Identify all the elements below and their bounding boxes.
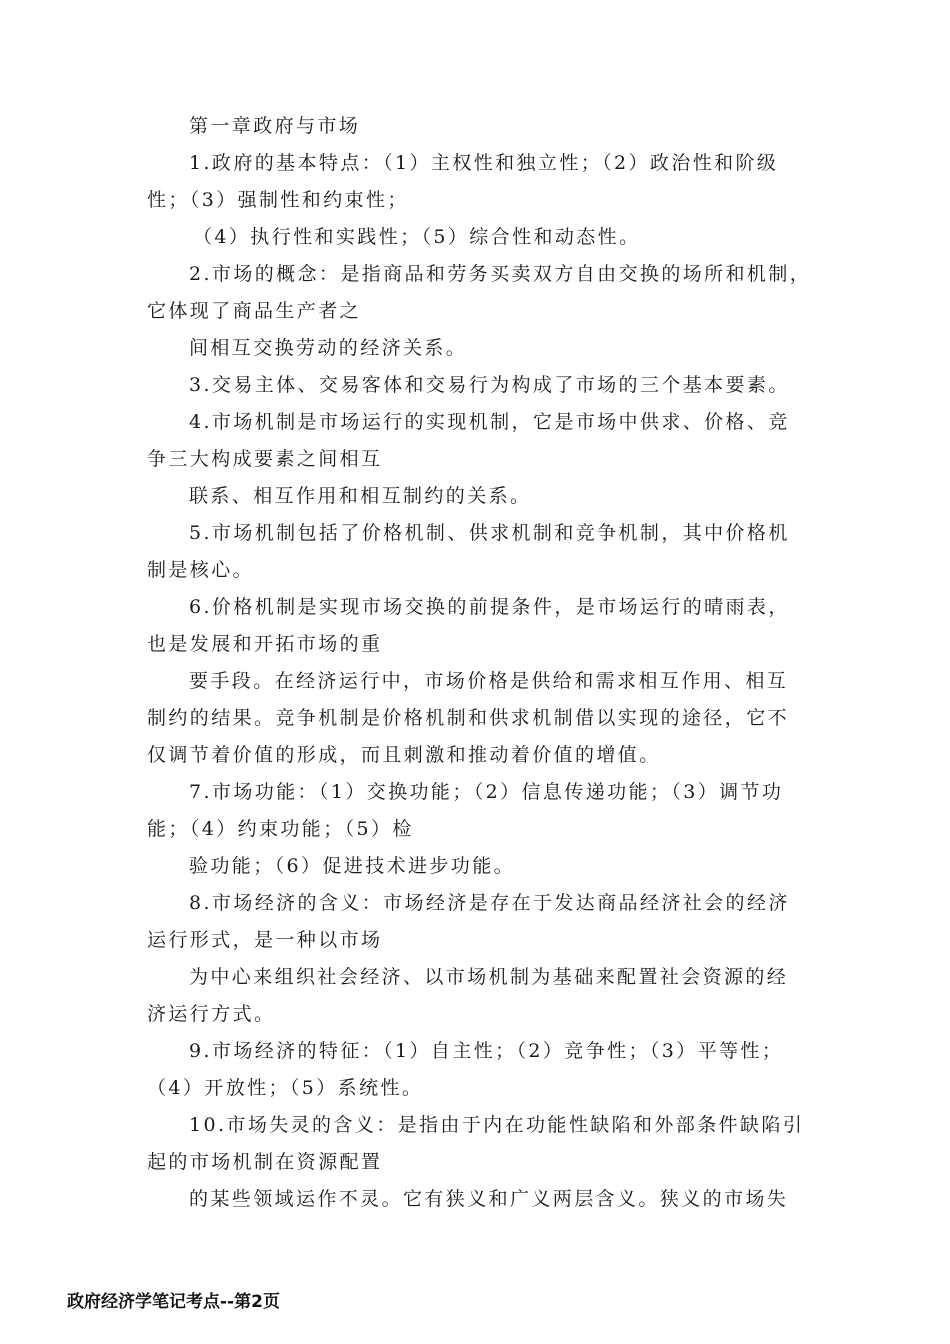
paragraph-line: 能；（4）约束功能；（5）检 — [147, 818, 414, 840]
paragraph-line: 仅调节着价值的形成，而且刺激和推动着价值的增值。 — [147, 744, 661, 766]
paragraph-line: 间相互交换劳动的经济关系。 — [189, 337, 468, 359]
paragraph-line: 争三大构成要素之间相互 — [147, 448, 383, 470]
paragraph-line: 3.交易主体、交易客体和交易行为构成了市场的三个基本要素。 — [189, 374, 790, 396]
paragraph-line: 运行形式，是一种以市场 — [147, 929, 383, 951]
paragraph-line: 要手段。在经济运行中，市场价格是供给和需求相互作用、相互 — [189, 670, 789, 692]
paragraph-line: 4.市场机制是市场运行的实现机制，它是市场中供求、价格、竞 — [189, 411, 790, 433]
paragraph-line: 它体现了商品生产者之 — [147, 300, 362, 322]
paragraph-line: 验功能；（6）促进技术进步功能。 — [189, 855, 515, 877]
paragraph-line: 性；（3）强制性和约束性； — [147, 189, 409, 211]
paragraph-line: 2.市场的概念：是指商品和劳务买卖双方自由交换的场所和机制， — [189, 263, 812, 285]
paragraph-line: 8.市场经济的含义：市场经济是存在于发达商品经济社会的经济 — [189, 892, 790, 914]
paragraph-line: 制约的结果。竞争机制是价格机制和供求机制借以实现的途径，它不 — [147, 707, 790, 729]
paragraph-line: 6.价格机制是实现市场交换的前提条件，是市场运行的晴雨表， — [189, 596, 790, 618]
document-body — [147, 108, 817, 1218]
paragraph-line: 9.市场经济的特征：（1）自主性；（2）竞争性；（3）平等性； — [189, 1040, 784, 1062]
page-footer: 政府经济学笔记考点--第2页 — [67, 1292, 280, 1312]
paragraph-line: 起的市场机制在资源配置 — [147, 1151, 383, 1173]
chapter-title: 第一章政府与市场 — [189, 115, 361, 137]
paragraph-line: 联系、相互作用和相互制约的关系。 — [189, 485, 532, 507]
paragraph-line: （4）执行性和实践性；（5）综合性和动态性。 — [193, 226, 641, 248]
paragraph-line: 为中心来组织社会经济、以市场机制为基础来配置社会资源的经 — [189, 966, 789, 988]
paragraph-line: （4）开放性；（5）系统性。 — [147, 1077, 424, 1099]
paragraph-line: 1.政府的基本特点：（1）主权性和独立性；（2）政治性和阶级 — [189, 152, 779, 174]
paragraph-line: 10.市场失灵的含义：是指由于内在功能性缺陷和外部条件缺陷引 — [189, 1114, 805, 1136]
paragraph-line: 制是核心。 — [147, 559, 255, 581]
paragraph-line: 5.市场机制包括了价格机制、供求机制和竞争机制，其中价格机 — [189, 522, 790, 544]
paragraph-line: 的某些领域运作不灵。它有狭义和广义两层含义。狭义的市场失 — [189, 1188, 789, 1210]
paragraph-line: 济运行方式。 — [147, 1003, 276, 1025]
paragraph-line: 也是发展和开拓市场的重 — [147, 633, 383, 655]
paragraph-line: 7.市场功能：（1）交换功能；（2）信息传递功能；（3）调节功 — [189, 781, 784, 803]
